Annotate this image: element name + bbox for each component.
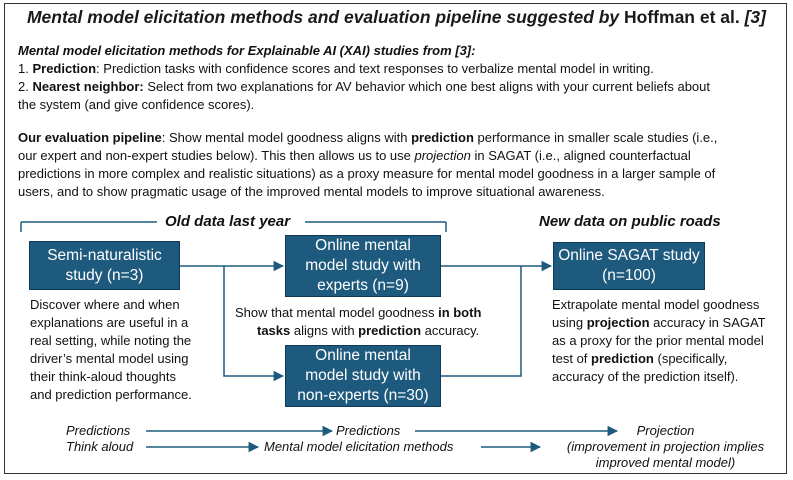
experts-box-line2: model study with xyxy=(305,257,421,274)
middle-desc-text: Show that mental model goodness xyxy=(235,305,439,320)
pipeline-text-2: our expert and non-expert studies below). This then allows us to use xyxy=(18,148,415,163)
sagat-desc-line4 xyxy=(552,350,766,368)
semi-desc-line: real setting, while noting the xyxy=(30,333,192,348)
middle-description xyxy=(235,304,481,340)
experts-box-line1: Online mental xyxy=(315,237,411,254)
footer-mid-predictions: Predictions xyxy=(336,423,401,438)
middle-desc-line1 xyxy=(235,304,481,322)
sagat-desc-text: using xyxy=(552,315,587,330)
semi-desc-line: Discover where and when xyxy=(30,297,180,312)
middle-desc-bold: in both xyxy=(438,305,482,320)
experts-box-line3: experts (n=9) xyxy=(317,277,409,294)
pipeline-line-4: users, and to show pragmatic usage of the improved mental models to improve situational awareness. xyxy=(18,184,605,199)
semi-box-line2: study (n=3) xyxy=(65,266,144,284)
pipeline-projection: projection xyxy=(414,148,471,163)
nonexperts-box-line1: Online mental xyxy=(315,347,411,364)
old-data-heading: Old data last year xyxy=(165,213,291,230)
methods-heading: Mental model elicitation methods for Explainable AI (XAI) studies from [3]: xyxy=(18,43,476,58)
sagat-desc-text: accuracy in SAGAT xyxy=(649,315,766,330)
method-1-text: : Prediction tasks with confidence scores and text responses to verbalize mental model in writing. xyxy=(96,61,654,76)
experts-study-box xyxy=(285,235,441,297)
footer-right xyxy=(548,423,783,471)
middle-desc-text: accuracy. xyxy=(421,323,480,338)
footer-left-think-aloud: Think aloud xyxy=(66,439,134,454)
sagat-desc-bold: prediction xyxy=(591,351,654,366)
pipeline-text-1: : Show mental model goodness aligns with xyxy=(161,130,412,145)
non-experts-study-box xyxy=(285,345,441,407)
footer-right-projection: Projection xyxy=(636,423,695,438)
sagat-desc-bold: projection xyxy=(586,315,650,330)
nonexperts-box-line2: model study with xyxy=(305,367,421,384)
sagat-desc-line5: accuracy of the prediction itself). xyxy=(552,369,739,384)
sagat-box-line1: Online SAGAT study xyxy=(558,247,700,264)
title-ref: [3] xyxy=(744,7,766,27)
nonexperts-box-line3: non-experts (n=30) xyxy=(297,387,429,404)
semi-desc-line: driver’s mental model using xyxy=(30,351,189,366)
method-2-term: Nearest neighbor: xyxy=(32,79,144,94)
sagat-description xyxy=(552,296,766,386)
pipeline-label: Our evaluation pipeline xyxy=(18,130,162,145)
pipeline-line-3: predictions in more complex and realistic situations) as a proxy measure for mental model goodness in a larger sample of xyxy=(18,166,716,181)
sagat-desc-line3: as a proxy for the prior mental model xyxy=(552,333,764,348)
method-1-term: Prediction xyxy=(32,61,97,76)
new-data-heading: New data on public roads xyxy=(539,213,721,230)
pipeline-text-2-end: in SAGAT (i.e., aligned counterfactual xyxy=(470,148,691,163)
semi-desc-line: explanations are useful in a xyxy=(30,315,189,330)
sagat-desc-line2 xyxy=(552,314,766,332)
footer-right-line3: improved mental model) xyxy=(595,455,736,470)
semi-desc-line: and prediction performance. xyxy=(30,387,192,402)
semi-naturalistic-study-box xyxy=(29,241,180,290)
pipeline-prediction: prediction xyxy=(411,130,474,145)
semi-desc-line: their think-aloud thoughts xyxy=(30,369,176,384)
method-2-text-line2: the system (and give confidence scores). xyxy=(18,97,255,112)
footer-left-predictions: Predictions xyxy=(66,423,131,438)
method-2-number: 2. xyxy=(18,79,33,94)
sagat-box-line2: (n=100) xyxy=(602,267,656,284)
method-2-text-line1: Select from two explanations for AV behavior which one best aligns with your current beliefs about xyxy=(143,79,711,94)
footer-right-line2: (improvement in projection implies xyxy=(566,439,765,454)
footer-mid-elicitation: Mental model elicitation methods xyxy=(264,439,454,454)
title-author: Hoffman et al. xyxy=(624,7,745,27)
method-1-number: 1. xyxy=(18,61,33,76)
sagat-desc-text: test of xyxy=(552,351,592,366)
middle-desc-text: aligns with xyxy=(290,323,359,338)
semi-box-line1: Semi-naturalistic xyxy=(47,246,162,264)
sagat-desc-line1: Extrapolate mental model goodness xyxy=(552,297,760,312)
pipeline-text-1-end: performance in smaller scale studies (i.e., xyxy=(473,130,718,145)
middle-desc-bold: tasks xyxy=(257,323,291,338)
semi-description xyxy=(30,296,192,404)
sagat-desc-text: (specifically, xyxy=(653,351,728,366)
middle-desc-bold: prediction xyxy=(358,323,422,338)
title-main: Mental model elicitation methods and evaluation pipeline suggested by xyxy=(26,7,625,27)
middle-desc-line2 xyxy=(235,322,481,340)
sagat-study-box xyxy=(553,242,705,290)
